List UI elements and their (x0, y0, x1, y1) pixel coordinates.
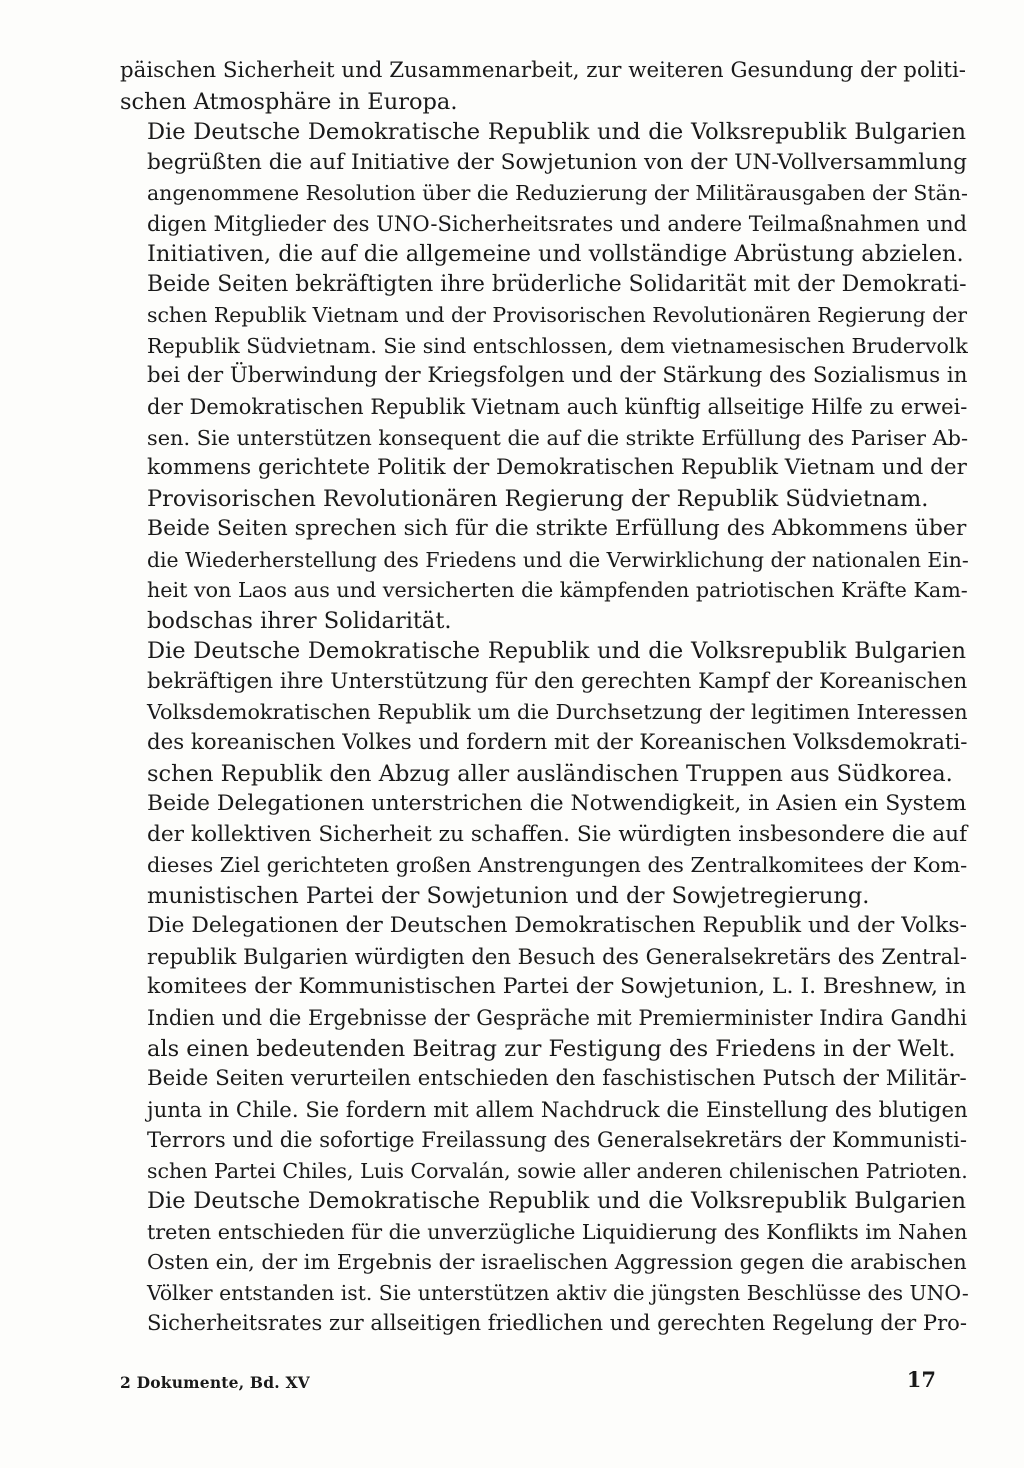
paragraph (120, 911, 966, 1064)
text-line: bei der Überwindung der Kriegsfolgen und der Stärkung des Sozialismus in (147, 363, 968, 389)
paragraph (120, 1186, 969, 1339)
paragraph (120, 514, 969, 636)
text-line: Republik Südvietnam. Sie sind entschlossen, dem vietnamesischen Brudervolk (147, 333, 968, 358)
page-footer (120, 1369, 966, 1399)
body-text (120, 56, 969, 1339)
text-line: junta in Chile. Sie fordern mit allem Nachdruck die Einstellung des blutigen (147, 1096, 968, 1122)
text-line: Beide Seiten sprechen sich für die strikte Erfüllung des Abkommens über (147, 516, 967, 542)
paragraph (120, 270, 969, 514)
text-line: heit von Laos aus und versicherten die kämpfenden patriotischen Kräfte Kam- (147, 578, 968, 603)
text-line: Volksdemokratischen Republik um die Durchsetzung der legitimen Interessen (147, 700, 968, 725)
text-line: republik Bulgarien würdigten den Besuch des Generalsekretärs des Zentral- (147, 943, 968, 969)
text-line: bodschas ihrer Solidarität. (147, 607, 452, 634)
text-line: kommens gerichtete Politik der Demokratischen Republik Vietnam und der (147, 455, 967, 481)
text-line: sen. Sie unterstützen konsequent die auf die strikte Erfüllung des Pariser Ab- (147, 425, 969, 450)
text-line: Beide Seiten bekräftigten ihre brüderliche Solidarität mit der Demokrati- (147, 271, 967, 297)
text-line: Provisorischen Revolutionären Regierung der Republik Südvietnam. (147, 485, 929, 512)
text-line: Die Delegationen der Deutschen Demokratischen Republik und der Volks- (147, 913, 967, 939)
text-line: Die Deutsche Demokratische Republik und die Volksrepublik Bulgarien (147, 119, 966, 146)
paragraph (120, 636, 966, 789)
paragraph (120, 789, 966, 911)
text-line: komitees der Kommunistischen Partei der Sowjetunion, L. I. Breshnew, in (147, 974, 967, 1000)
text-line: päischen Sicherheit und Zusammenarbeit, zur weiteren Gesundung der politi- (120, 58, 966, 83)
paragraph (120, 56, 966, 117)
text-line: dieses Ziel gerichteten großen Anstrengungen des Zentralkomitees der Kom- (147, 853, 968, 878)
text-line: Osten ein, der im Ergebnis der israelischen Aggression gegen die arabischen (147, 1250, 967, 1275)
text-line: schen Atmosphäre in Europa. (120, 88, 458, 115)
text-line: schen Partei Chiles, Luis Corvalán, sowie aller anderen chilenischen Patrioten. (147, 1158, 968, 1183)
text-line: Beide Seiten verurteilen entschieden den faschistischen Putsch der Militär- (147, 1066, 967, 1092)
text-line: Initiativen, die auf die allgemeine und vollständige Abrüstung abzielen. (147, 241, 964, 268)
text-line: Indien und die Ergebnisse der Gespräche mit Premierminister Indira Gandhi (147, 1004, 967, 1030)
page-number: 17 (906, 1367, 936, 1392)
text-line: der Demokratischen Republik Vietnam auch künftig allseitige Hilfe zu erwei- (147, 395, 968, 420)
text-line: munistischen Partei der Sowjetunion und der Sowjetregierung. (147, 882, 870, 909)
text-line: schen Republik den Abzug aller ausländischen Truppen aus Südkorea. (147, 760, 953, 787)
text-line: schen Republik Vietnam und der Provisorischen Revolutionären Regierung der (147, 303, 968, 328)
paragraph (120, 1064, 966, 1186)
text-line: digen Mitglieder des UNO-Sicherheitsrates und andere Teilmaßnahmen und (147, 210, 968, 236)
paragraph (120, 117, 966, 270)
text-line: angenommene Resolution über die Reduzierung der Militärausgaben der Stän- (147, 181, 968, 206)
text-line: Die Deutsche Demokratische Republik und die Volksrepublik Bulgarien (147, 1188, 966, 1215)
text-line: Terrors und die sofortige Freilassung des Generalsekretärs der Kommunisti- (147, 1127, 967, 1153)
text-line: als einen bedeutenden Beitrag zur Festigung des Friedens in der Welt. (147, 1035, 956, 1062)
printer-signature: 2 Dokumente, Bd. XV (120, 1373, 310, 1392)
text-line: Völker entstanden ist. Sie unterstützen aktiv die jüngsten Beschlüsse des UNO- (147, 1280, 969, 1305)
text-line: die Wiederherstellung des Friedens und die Verwirklichung der nationalen Ein- (147, 547, 969, 572)
text-line: des koreanischen Volkes und fordern mit der Koreanischen Volksdemokrati- (147, 730, 968, 756)
text-line: Sicherheitsrates zur allseitigen friedlichen und gerechten Regelung der Pro- (147, 1310, 967, 1336)
text-line: bekräftigen ihre Unterstützung für den gerechten Kampf der Koreanischen (147, 668, 968, 694)
text-line: begrüßten die auf Initiative der Sowjetunion von der UN-Vollversammlung (147, 149, 967, 175)
text-line: Die Deutsche Demokratische Republik und die Volksrepublik Bulgarien (147, 638, 966, 665)
text-line: Beide Delegationen unterstrichen die Notwendigkeit, in Asien ein System (147, 791, 967, 817)
text-line: der kollektiven Sicherheit zu schaffen. Sie würdigten insbesondere die auf (147, 821, 968, 847)
text-line: treten entschieden für die unverzügliche Liquidierung des Konflikts im Nahen (147, 1219, 968, 1244)
